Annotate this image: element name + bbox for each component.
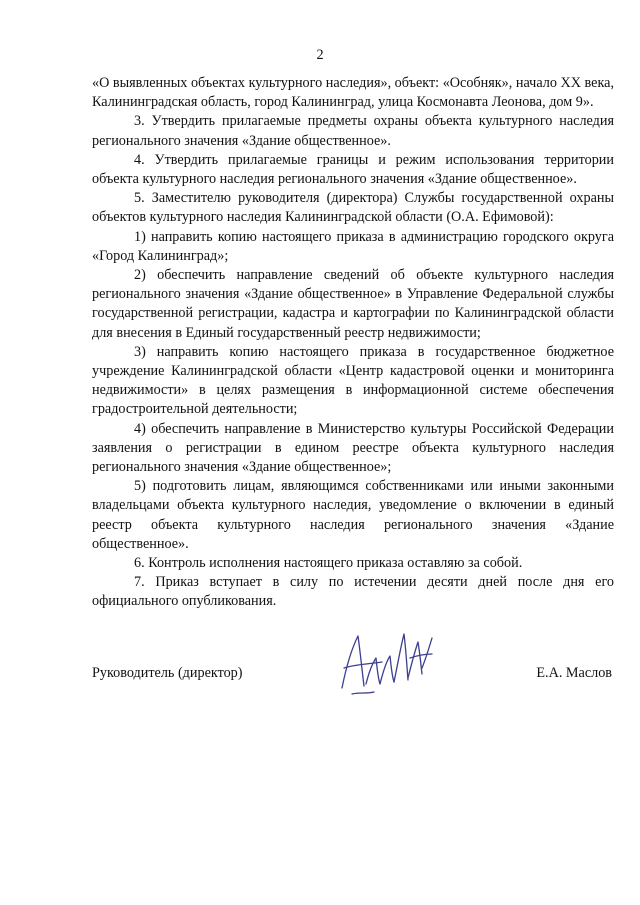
subparagraph-5: 5) подготовить лицам, являющимся собственниками или иными законными владельцами объекта культурного наследия, уведомление о включении в единый реестр объекта культурного наследия регионального значения «Здание общественное». (92, 478, 614, 552)
signer-title: Руководитель (директор) (92, 665, 243, 681)
paragraph-item-6: 6. Контроль исполнения настоящего приказа оставляю за собой. (134, 555, 523, 572)
paragraph-item-7: 7. Приказ вступает в силу по истечении десяти дней после дня его официального опубликования. (92, 574, 614, 610)
paragraph-item-3: 3. Утвердить прилагаемые предметы охраны объекта культурного наследия регионального значения «Здание общественное». (92, 113, 614, 149)
paragraph-item-5: 5. Заместителю руководителя (директора) Службы государственной охраны объектов культурного наследия Калининградской области (О.А. Ефимовой): (92, 190, 614, 226)
subparagraph-4: 4) обеспечить направление в Министерство культуры Российской Федерации заявления о регистрации в едином реестре объекта культурного наследия регионального значения «Здание общественное»; (92, 420, 614, 476)
handwritten-signature (336, 628, 436, 698)
page-number: 2 (316, 47, 324, 63)
paragraph-item-4: 4. Утвердить прилагаемые границы и режим использования территории объекта культурного наследия регионального значения «Здание общественное». (92, 151, 614, 188)
subparagraph-1: 1) направить копию настоящего приказа в администрацию городского округа «Город Калининград»; (92, 228, 614, 264)
signer-name: Е.А. Маслов (536, 665, 612, 681)
document-body (92, 74, 614, 612)
subparagraph-2: 2) обеспечить направление сведений об объекте культурного наследия регионального значения «Здание общественное» в Управление Федеральной службы государственной регистрации, кадастра и картографии по Калининградской области для внесения в Единый государственный реестр недвижимости; (92, 267, 614, 341)
subparagraph-3: 3) направить копию настоящего приказа в государственное бюджетное учреждение Калининградской области «Центр кадастровой оценки и мониторинга недвижимости» в целях размещения в информационной системе обеспечения градостроительной деятельности; (92, 343, 614, 418)
paragraph-continuation: «О выявленных объектах культурного наследия», объект: «Особняк», начало XX века, Калининградская область, город Калининград, улица Космонавта Леонова, дом 9». (92, 75, 614, 111)
